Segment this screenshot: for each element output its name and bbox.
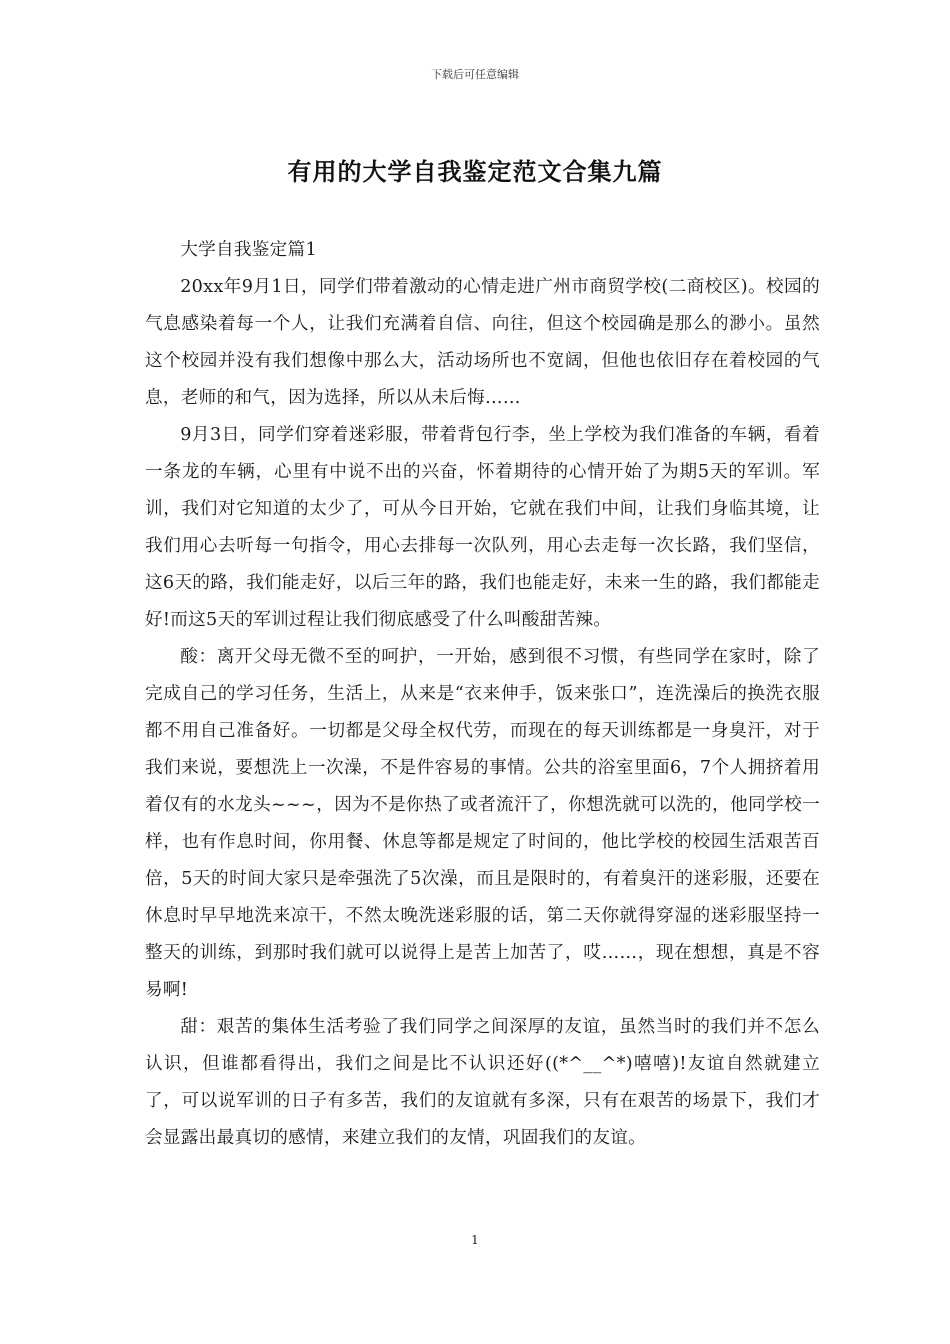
document-title: 有用的大学自我鉴定范文合集九篇 <box>287 157 663 186</box>
document-body <box>145 232 820 1157</box>
section-heading: 大学自我鉴定篇1 <box>180 240 317 260</box>
page-number: 1 <box>471 1233 479 1247</box>
paragraph: 甜：艰苦的集体生活考验了我们同学之间深厚的友谊，虽然当时的我们并不怎么认识，但谁都看得出，我们之间是比不认识还好((*^__^*)嘻嘻)!友谊自然就建立了，可以说军训的日子有多苦，我们的友谊就有多深，只有在艰苦的场景下，我们才会显露出最真切的感情，来建立我们的友情，巩固我们的友谊。 <box>145 1017 820 1148</box>
paragraph: 9月3日，同学们穿着迷彩服，带着背包行李，坐上学校为我们准备的车辆，看着一条龙的车辆，心里有中说不出的兴奋，怀着期待的心情开始了为期5天的军训。军训，我们对它知道的太少了，可从今日开始，它就在我们中间，让我们身临其境，让我们用心去听每一句指令，用心去排每一次队列，用心去走每一次长路，我们坚信，这6天的路，我们能走好，以后三年的路，我们也能走好，未来一生的路，我们都能走好!而这5天的军训过程让我们彻底感受了什么叫酸甜苦辣。 <box>145 425 820 630</box>
header-note: 下载后可任意编辑 <box>431 68 519 81</box>
paragraph: 20xx年9月1日，同学们带着激动的心情走进广州市商贸学校(二商校区)。校园的气息感染着每一个人，让我们充满着自信、向往，但这个校园确是那么的渺小。虽然这个校园并没有我们想像中那么大，活动场所也不宽阔，但他也依旧存在着校园的气息，老师的和气，因为选择，所以从未后悔…… <box>145 277 820 408</box>
paragraph: 酸：离开父母无微不至的呵护，一开始，感到很不习惯，有些同学在家时，除了完成自己的学习任务，生活上，从来是“衣来伸手，饭来张口”，连洗澡后的换洗衣服都不用自己准备好。一切都是父母全权代劳，而现在的每天训练都是一身臭汗，对于我们来说，要想洗上一次澡，不是件容易的事情。公共的浴室里面6，7个人拥挤着用着仅有的水龙头~~~，因为不是你热了或者流汗了，你想洗就可以洗的，他同学校一样，也有作息时间，你用餐、休息等都是规定了时间的，他比学校的校园生活艰苦百倍，5天的时间大家只是牵强洗了5次澡，而且是限时的，有着臭汗的迷彩服，还要在休息时早早地洗来凉干，不然太晚洗迷彩服的话，第二天你就得穿湿的迷彩服坚持一整天的训练，到那时我们就可以说得上是苦上加苦了，哎……，现在想想，真是不容易啊! <box>145 647 820 1000</box>
